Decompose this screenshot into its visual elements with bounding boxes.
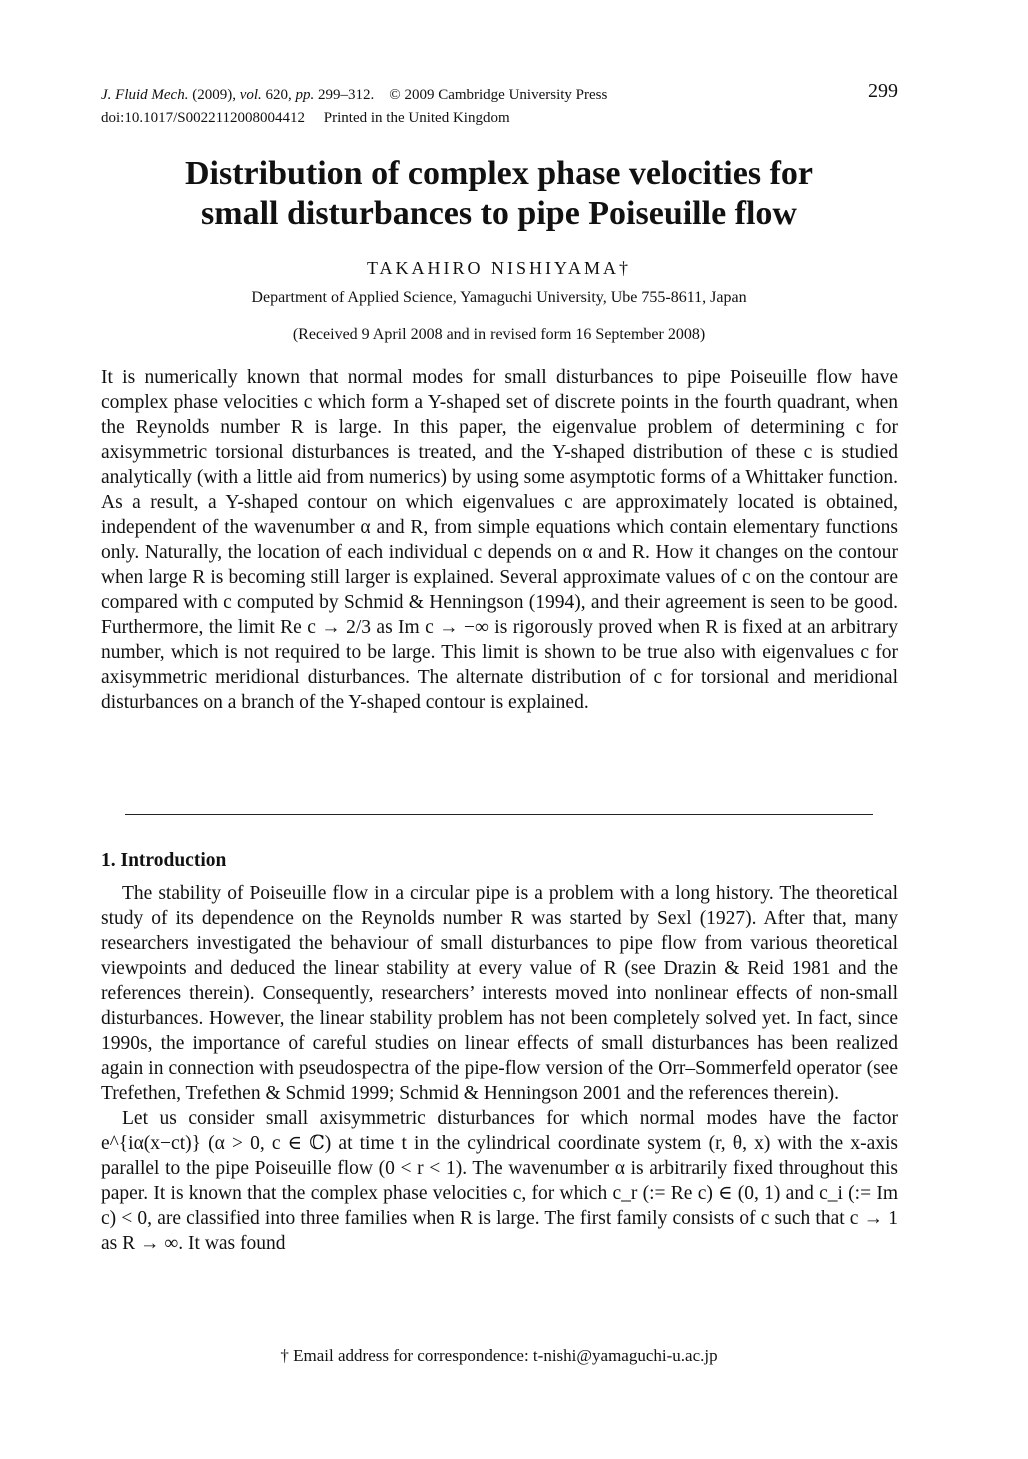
journal-citation-line [101,84,607,106]
section-heading: 1. Introduction [101,850,227,871]
abstract-divider [125,814,873,815]
doi-line [101,107,510,129]
page-number: 299 [868,80,898,102]
journal-name: J. Fluid Mech. [101,87,189,103]
page-range: 299–312. [318,87,375,103]
paper-title [100,154,898,234]
doi: doi:10.1017/S0022112008004412 [101,110,306,126]
section-body [101,881,898,1256]
paragraph-2: Let us consider small axisymmetric disturbances for which normal modes have the factor e^{iα(x−ct)} (α > 0, c ∈ ℂ) at time t in the cylindrical coordinate system (r, θ, x) with the x-axis parallel to the pipe Poiseuille flow (0 < r < 1). The wavenumber α is arbitrarily fixed throughout this paper. It is known that the complex phase velocities c, for which c_r (:= Re c) ∈ (0, 1) and c_i (:= Im c) < 0, are classified into three families when R is large. The first family consists of c such that c → 1 as R → ∞. It was found [101,1108,898,1254]
pages-label: pp. [295,87,315,103]
abstract-text: It is numerically known that normal modes for small disturbances to pipe Poiseuille flow have complex phase velocities c which form a Y-shaped set of discrete points in the fourth quadrant, when the Reynolds number R is large. In this paper, the eigenvalue problem of determining c for axisymmetric torsional disturbances is treated, and the Y-shaped distribution of these c is studied analytically (with a little aid from numerics) by using some asymptotic forms of a Whittaker function. As a result, a Y-shaped contour on which eigenvalues c are approximately located is obtained, independent of the wavenumber α and R, from simple equations which contain elementary functions only. Naturally, the location of each individual c depends on α and R. How it changes on the contour when large R is becoming still larger is explained. Several approximate values of c on the contour are compared with c computed by Schmid & Henningson (1994), and their agreement is seen to be good. Furthermore, the limit Re c → 2/3 as Im c → −∞ is rigorously proved when R is fixed at an arbitrary number, which is not required to be large. This limit is shown to be true also with eigenvalues c for axisymmetric meridional disturbances. The alternate distribution of c for torsional and meridional disturbances on a branch of the Y-shaped contour is explained. [101,367,898,713]
received-dates: (Received 9 April 2008 and in revised form 16 September 2008) [292,326,706,343]
title-line-2: small disturbances to pipe Poiseuille flow [201,195,797,232]
volume-label: vol. [239,87,262,103]
author-name: TAKAHIRO NISHIYAMA† [366,258,632,278]
abstract [101,365,898,715]
title-line-1: Distribution of complex phase velocities for [185,155,813,192]
copyright-notice: © 2009 Cambridge University Press [389,87,608,103]
printed-in: Printed in the United Kingdom [323,110,510,126]
paragraph-1: The stability of Poiseuille flow in a circular pipe is a problem with a long history. The theoretical study of its dependence on the Reynolds number R was started by Sexl (1927). After that, many researchers investigated the behaviour of small disturbances to pipe flow from various theoretical viewpoints and deduced the linear stability at every value of R (see Drazin & Reid 1981 and the references therein). Consequently, researchers’ interests moved into nonlinear effects of non-small disturbances. However, the linear stability problem has not been completely solved yet. In fact, since 1990s, the importance of careful studies on linear effects of small disturbances has been realized again in connection with pseudospectra of the pipe-flow version of the Orr–Sommerfeld operator (see Trefethen, Trefethen & Schmid 1999; Schmid & Henningson 2001 and the references therein). [101,883,898,1104]
affiliation: Department of Applied Science, Yamaguchi University, Ube 755-8611, Japan [251,289,747,306]
journal-year: (2009), [192,87,236,103]
volume-number: 620, [265,87,292,103]
correspondence-footnote: † Email address for correspondence: t-nishi@yamaguchi-u.ac.jp [280,1346,718,1365]
